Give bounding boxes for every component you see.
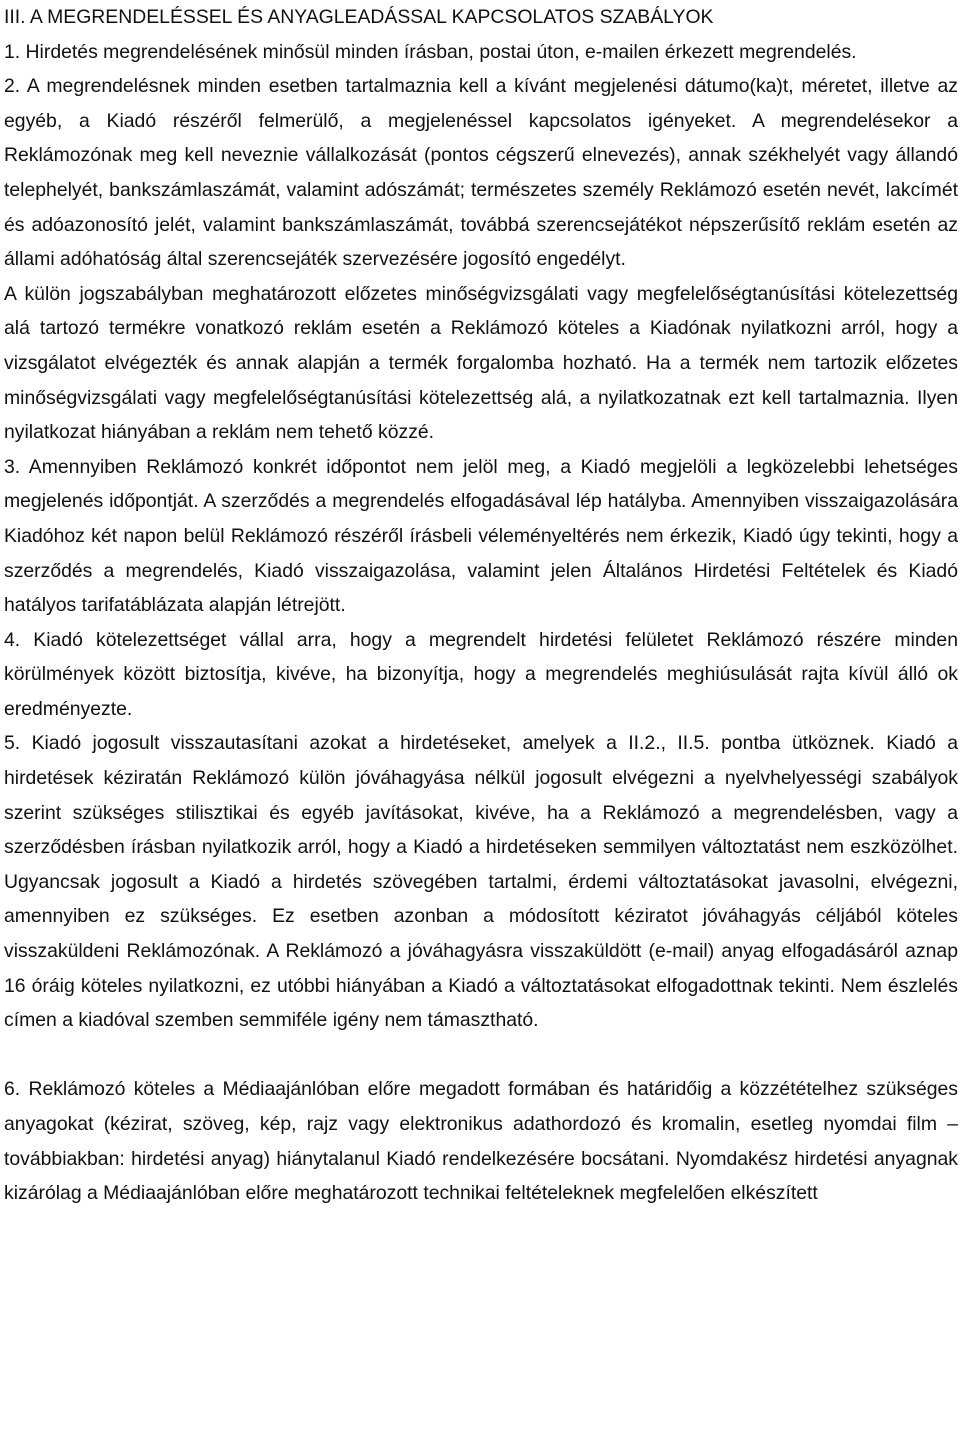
paragraph-2-continued: A külön jogszabályban meghatározott előzetes minőségvizsgálati vagy megfelelőségtanúsítási kötelezettség alá tartozó termékre vonatkozó reklám esetén a Reklámozó köteles a Kiadónak nyilatkozni arról, hogy a vizsgálatot elvégezték és annak alapján a termék forgalomba hozható. Ha a termék nem tartozik előzetes minőségvizsgálati vagy megfelelőségtanúsítási kötelezettség alá, a nyilatkozatnak ezt kell tartalmaznia. Ilyen nyilatkozat hiányában a reklám nem tehető közzé. <box>4 282 958 444</box>
paragraph-1: 1. Hirdetés megrendelésének minősül minden írásban, postai úton, e-mailen érkezett megrendelés. <box>4 40 857 63</box>
paragraph-4: 4. Kiadó kötelezettséget vállal arra, hogy a megrendelt hirdetési felületet Reklámozó részére minden körülmények között biztosítja, kivéve, ha bizonyítja, hogy a megrendelés meghiúsulását rajta kívül álló ok eredményezte. <box>4 628 958 720</box>
paragraph-6: 6. Reklámozó köteles a Médiaajánlóban előre megadott formában és határidőig a közzétételhez szükséges anyagokat (kézirat, szöveg, kép, rajz vagy elektronikus adathordozó és kromalin, esetleg nyomdai film – továbbiakban: hirdetési anyag) hiánytalanul Kiadó rendelkezésére bocsátani. Nyomdakész hirdetési anyagnak kizárólag a Médiaajánlóban előre meghatározott technikai feltételeknek megfelelően elkészített <box>4 1078 958 1205</box>
section-heading: III. A MEGRENDELÉSSEL ÉS ANYAGLEADÁSSAL KAPCSOLATOS SZABÁLYOK <box>4 6 714 28</box>
document-page <box>4 0 958 1456</box>
paragraph-3: 3. Amennyiben Reklámozó konkrét időpontot nem jelöl meg, a Kiadó megjelöli a legközelebbi lehetséges megjelenés időpontját. A szerződés a megrendelés elfogadásával lép hatályba. Amennyiben visszaigazolására Kiadóhoz két napon belül Reklámozó részéről írásbeli véleményeltérés nem érkezik, Kiadó úgy tekinti, hogy a szerződés a megrendelés, Kiadó visszaigazolása, valamint jelen Általános Hirdetési Feltételek és Kiadó hatályos tarifatáblázata alapján létrejött. <box>4 455 958 617</box>
paragraph-2: 2. A megrendelésnek minden esetben tartalmaznia kell a kívánt megjelenési dátumo(ka)t, méretet, illetve az egyéb, a Kiadó részéről felmerülő, a megjelenéssel kapcsolatos igényeket. A megrendelésekor a Reklámozónak meg kell neveznie vállalkozását (pontos cégszerű elnevezés), annak székhelyét vagy állandó telephelyét, bankszámlaszámát, valamint adószámát; természetes személy Reklámozó esetén nevét, lakcímét és adóazonosító jelét, valamint bankszámlaszámát, továbbá szerencsejátékot népszerűsítő reklám esetén az állami adóhatóság által szerencsejáték szervezésére jogosító engedélyt. <box>4 75 958 271</box>
paragraph-5: 5. Kiadó jogosult visszautasítani azokat a hirdetéseket, amelyek a II.2., II.5. pontba ütköznek. Kiadó a hirdetések kéziratán Reklámozó külön jóváhagyása nélkül jogosult elvégezni a nyelvhelyességi szabályok szerint szükséges stilisztikai és egyéb javításokat, kivéve, ha a Reklámozó a megrendelésben, vagy a szerződésben írásban nyilatkozik arról, hogy a Kiadó a hirdetéseken semmilyen változtatást nem eszközölhet. Ugyancsak jogosult a Kiadó a hirdetés szövegében tartalmi, érdemi változtatásokat javasolni, elvégezni, amennyiben ez szükséges. Ez esetben azonban a módosított kéziratot jóváhagyás céljából köteles visszaküldeni Reklámozónak. A Reklámozó a jóváhagyásra visszaküldött (e-mail) anyag elfogadásáról aznap 16 óráig köteles nyilatkozni, ez utóbbi hiányában a Kiadó a változtatásokat elfogadottnak tekinti. Nem észlelés címen a kiadóval szemben semmiféle igény nem támasztható. <box>4 732 958 1032</box>
paragraph-spacer <box>4 1038 958 1073</box>
